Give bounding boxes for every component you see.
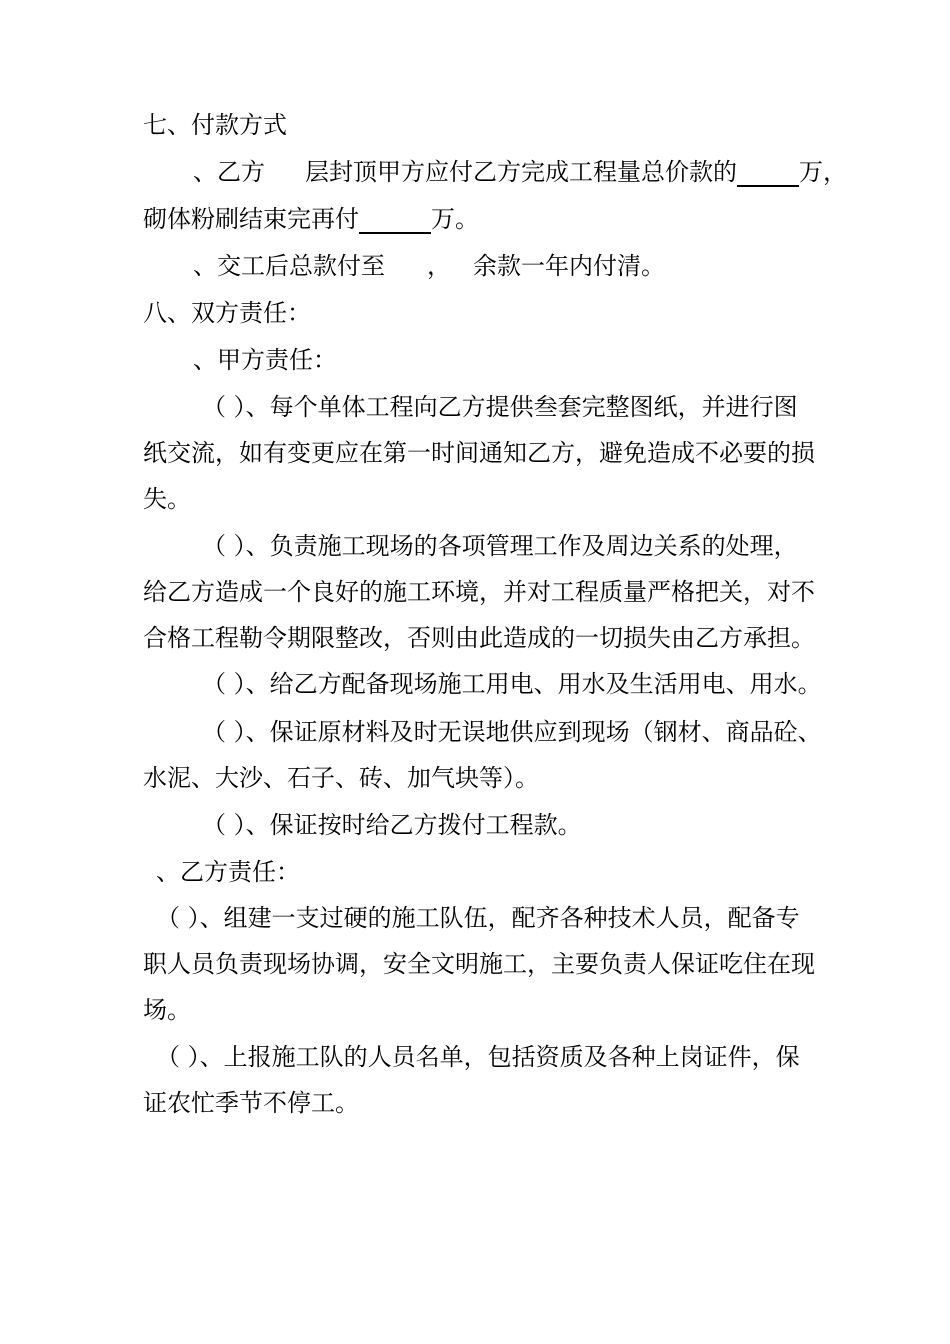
party-a-item-4-line-1: （ ）、保证原材料及时无误地供应到现场（钢材、商品砼、 [202, 718, 822, 746]
party-a-item-5: （ ）、保证按时给乙方拨付工程款。 [202, 811, 582, 839]
party-b-heading: 、乙方责任： [156, 858, 300, 886]
party-a-item-2-line-1: （ ）、负责施工现场的各项管理工作及周边关系的处理， [202, 532, 798, 560]
payment-heading: 七、付款方式 [143, 111, 287, 139]
duties-heading: 八、双方责任： [143, 299, 311, 327]
payment-item-1-line-2: 砌体粉刷结束完再付 万。 [143, 205, 479, 233]
party-b-item-1-line-1: （ ）、组建一支过硬的施工队伍，配齐各种技术人员，配备专 [156, 904, 800, 932]
party-a-item-1-line-3: 失。 [143, 485, 191, 513]
party-b-item-1-line-3: 场。 [143, 996, 191, 1024]
payment-item-2: 、交工后总款付至 ， 余款一年内付清。 [193, 252, 665, 280]
party-a-item-1-line-2: 纸交流，如有变更应在第一时间通知乙方，避免造成不必要的损 [143, 439, 815, 467]
party-a-item-3: （ ）、给乙方配备现场施工用电、用水及生活用电、用水。 [202, 670, 822, 698]
amount-blank-1 [737, 159, 799, 187]
amount-blank-2 [359, 206, 431, 234]
party-a-item-2-line-3: 合格工程勒令期限整改，否则由此造成的一切损失由乙方承担。 [143, 624, 815, 652]
party-a-item-2-line-2: 给乙方造成一个良好的施工环境，并对工程质量严格把关，对不 [143, 578, 815, 606]
payment-item-1-line-1: 、乙方 层封顶甲方应付乙方完成工程量总价款的 万， [193, 158, 847, 186]
party-a-item-1-line-1: （ ）、每个单体工程向乙方提供叁套完整图纸，并进行图 [202, 393, 798, 421]
party-a-heading: 、甲方责任： [193, 346, 337, 374]
party-b-item-1-line-2: 职人员负责现场协调，安全文明施工，主要负责人保证吃住在现 [143, 950, 815, 978]
party-a-item-4-line-2: 水泥、大沙、石子、砖、加气块等）。 [143, 764, 539, 792]
party-b-item-2-line-2: 证农忙季节不停工。 [143, 1089, 359, 1117]
party-b-item-2-line-1: （ ）、上报施工队的人员名单，包括资质及各种上岗证件，保 [156, 1043, 800, 1071]
